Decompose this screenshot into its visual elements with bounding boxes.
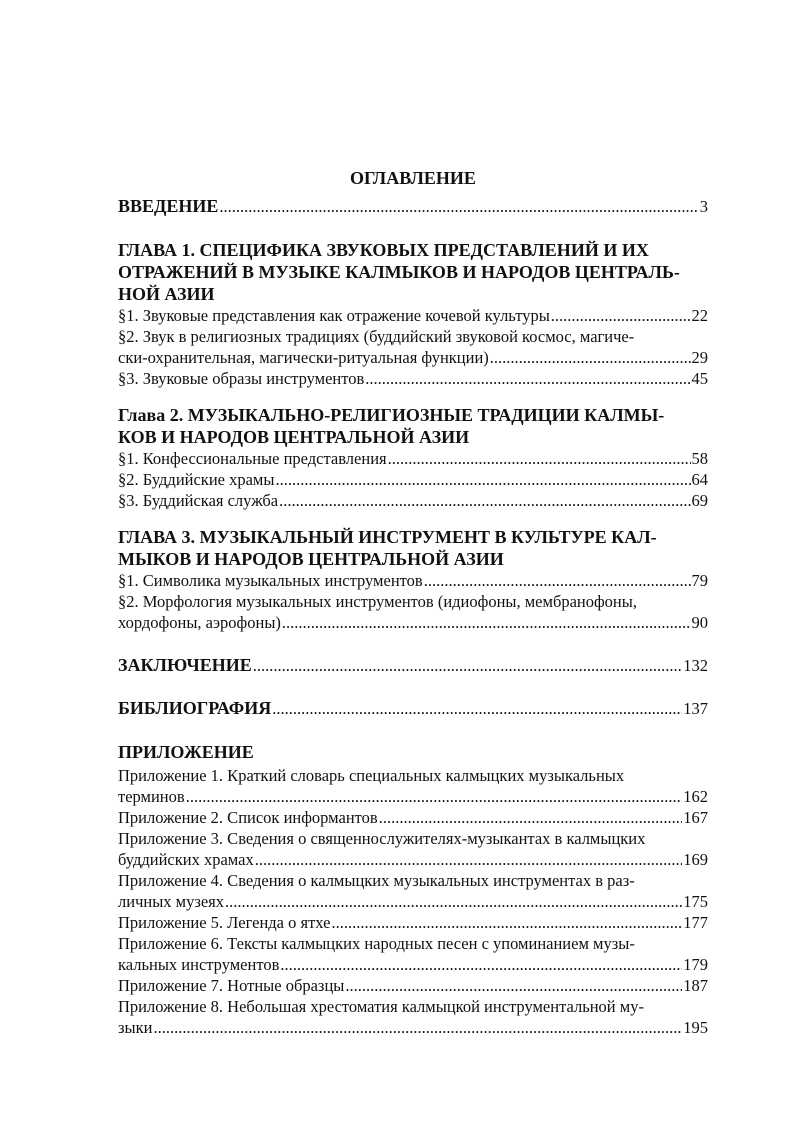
- appendix-heading: ПРИЛОЖЕНИЕ: [118, 742, 254, 762]
- intro-page: 3: [699, 197, 708, 216]
- entry-page: 187: [683, 976, 708, 995]
- leader-dots: [219, 196, 698, 217]
- toc-chapter-3: [118, 526, 708, 633]
- entry-text-line-1: Приложение 6. Тексты калмыцких народных песен с упоминанием музы-: [118, 934, 635, 953]
- toc-entry: [118, 870, 708, 912]
- chapter-1-heading-line-3: НОЙ АЗИИ: [118, 284, 215, 304]
- entry-page: 29: [691, 348, 708, 367]
- bibliography-page: 137: [683, 699, 708, 718]
- entry-page: 195: [683, 1018, 708, 1037]
- leader-dots: [280, 954, 682, 975]
- entry-page: 175: [683, 892, 708, 911]
- leader-dots: [345, 975, 682, 996]
- leader-dots: [365, 368, 690, 389]
- toc-entry: [118, 448, 708, 469]
- entry-text: Приложение 5. Легенда о ятхе: [118, 913, 331, 932]
- toc-intro: [118, 196, 708, 217]
- entry-page: 169: [683, 850, 708, 869]
- chapter-2-heading-line-2: КОВ И НАРОДОВ ЦЕНТРАЛЬНОЙ АЗИИ: [118, 427, 470, 447]
- entry-text: §3. Буддийская служба: [118, 491, 279, 510]
- toc-entry: [118, 765, 708, 807]
- toc-bibliography: [118, 698, 708, 719]
- leader-dots: [186, 786, 683, 807]
- entry-text-line-1: Приложение 4. Сведения о калмыцких музыкальных инструментах в раз-: [118, 871, 635, 890]
- entry-page: 22: [691, 306, 708, 325]
- entry-text: §2. Буддийские храмы: [118, 470, 275, 489]
- entry-text: §1. Звуковые представления как отражение кочевой культуры: [118, 306, 550, 325]
- chapter-1-heading-line-1: ГЛАВА 1. СПЕЦИФИКА ЗВУКОВЫХ ПРЕДСТАВЛЕНИЙ И ИХ: [118, 240, 649, 260]
- entry-text: зыки: [118, 1018, 153, 1037]
- toc-entry: [118, 912, 708, 933]
- entry-page: 64: [691, 470, 708, 489]
- toc-entry: [118, 570, 708, 591]
- entry-text: §1. Символика музыкальных инструментов: [118, 571, 423, 590]
- toc-appendix: [118, 741, 708, 1038]
- leader-dots: [225, 891, 682, 912]
- chapter-3-heading-line-2: МЫКОВ И НАРОДОВ ЦЕНТРАЛЬНОЙ АЗИИ: [118, 549, 504, 569]
- entry-text: ски-охранительная, магически-ритуальная функции): [118, 348, 489, 367]
- conclusion-page: 132: [683, 656, 708, 675]
- entry-text: §3. Звуковые образы инструментов: [118, 369, 365, 388]
- leader-dots: [272, 698, 682, 719]
- chapter-1-heading-line-2: ОТРАЖЕНИЙ В МУЗЫКЕ КАЛМЫКОВ И НАРОДОВ ЦЕНТРАЛЬ-: [118, 262, 680, 282]
- toc-chapter-1: [118, 239, 708, 389]
- entry-text-line-1: Приложение 1. Краткий словарь специальных калмыцких музыкальных: [118, 766, 625, 785]
- chapter-3-heading-line-1: ГЛАВА 3. МУЗЫКАЛЬНЫЙ ИНСТРУМЕНТ В КУЛЬТУРЕ КАЛ-: [118, 527, 657, 547]
- entry-text-line-1: §2. Звук в религиозных традициях (буддийский звуковой космос, магиче-: [118, 327, 635, 346]
- entry-text: личных музеях: [118, 892, 225, 911]
- toc-entry: [118, 996, 708, 1038]
- entry-text: терминов: [118, 787, 185, 806]
- toc-entry: [118, 933, 708, 975]
- entry-text-line-1: Приложение 3. Сведения о священнослужителях-музыкантах в калмыцких: [118, 829, 646, 848]
- entry-text: хордофоны, аэрофоны): [118, 613, 281, 632]
- entry-page: 69: [691, 491, 708, 510]
- toc-conclusion: [118, 655, 708, 676]
- leader-dots: [331, 912, 682, 933]
- conclusion-label: ЗАКЛЮЧЕНИЕ: [118, 655, 252, 675]
- entry-page: 79: [691, 571, 708, 590]
- entry-text: Приложение 2. Список информантов: [118, 808, 378, 827]
- toc-entry: [118, 975, 708, 996]
- leader-dots: [253, 655, 682, 676]
- toc-title: ОГЛАВЛЕНИЕ: [350, 168, 476, 188]
- toc-entry: [118, 326, 708, 368]
- entry-page: 177: [683, 913, 708, 932]
- toc-entry: [118, 591, 708, 633]
- entry-page: 162: [683, 787, 708, 806]
- leader-dots: [388, 448, 691, 469]
- entry-page: 45: [691, 369, 708, 388]
- entry-text: Приложение 7. Нотные образцы: [118, 976, 345, 995]
- toc-entry: [118, 807, 708, 828]
- leader-dots: [379, 807, 683, 828]
- leader-dots: [424, 570, 691, 591]
- toc-page: [118, 166, 708, 1053]
- entry-page: 179: [683, 955, 708, 974]
- toc-entry: [118, 490, 708, 511]
- leader-dots: [282, 612, 691, 633]
- toc-entry: [118, 305, 708, 326]
- leader-dots: [490, 347, 691, 368]
- entry-page: 58: [691, 449, 708, 468]
- toc-chapter-2: [118, 404, 708, 511]
- leader-dots: [551, 305, 691, 326]
- bibliography-label: БИБЛИОГРАФИЯ: [118, 698, 272, 718]
- entry-text-line-1: Приложение 8. Небольшая хрестоматия калмыцкой инструментальной му-: [118, 997, 644, 1016]
- entry-text: §1. Конфессиональные представления: [118, 449, 387, 468]
- toc-entry: [118, 469, 708, 490]
- entry-page: 90: [691, 613, 708, 632]
- toc-entry: [118, 368, 708, 389]
- leader-dots: [153, 1017, 682, 1038]
- leader-dots: [255, 849, 683, 870]
- chapter-2-heading-line-1: Глава 2. МУЗЫКАЛЬНО-РЕЛИГИОЗНЫЕ ТРАДИЦИИ КАЛМЫ-: [118, 405, 665, 425]
- leader-dots: [279, 490, 690, 511]
- entry-text: кальных инструментов: [118, 955, 280, 974]
- entry-text-line-1: §2. Морфология музыкальных инструментов (идиофоны, мембранофоны,: [118, 592, 637, 611]
- entry-page: 167: [683, 808, 708, 827]
- entry-text: буддийских храмах: [118, 850, 254, 869]
- leader-dots: [275, 469, 690, 490]
- intro-label: ВВЕДЕНИЕ: [118, 196, 219, 216]
- toc-entry: [118, 828, 708, 870]
